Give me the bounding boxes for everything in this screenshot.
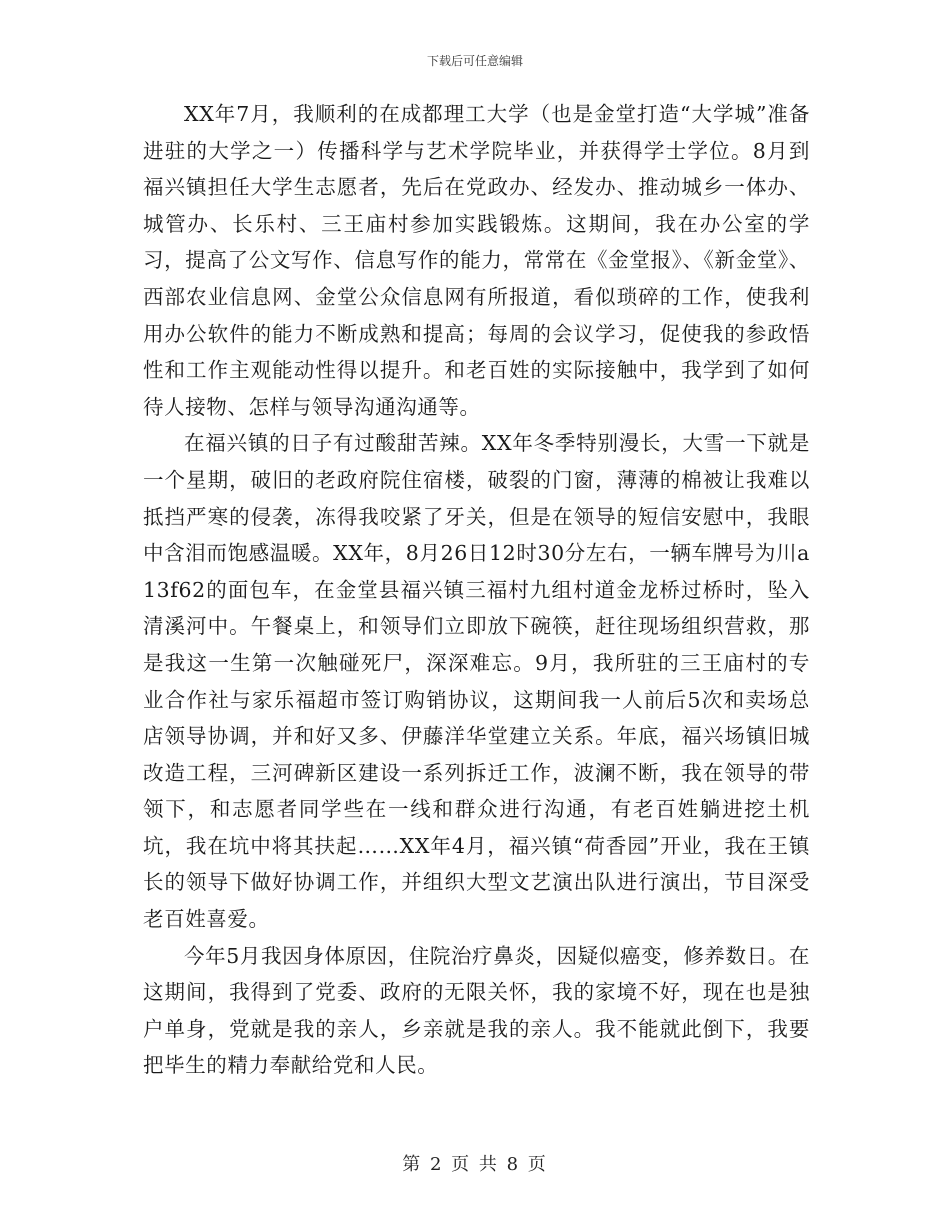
page-number: 第 2 页 共 8 页: [402, 1154, 548, 1175]
page-header-note: 下载后可任意编辑: [426, 54, 523, 68]
paragraph-1: XX年7月，我顺利的在成都理工大学（也是金堂打造“大学城”准备进驻的大学之一）传播科学与艺术学院毕业，并获得学士学位。8月到福兴镇担任大学生志愿者，先后在党政办、经发办、推动城乡一体办、城管办、长乐村、三王庙村参加实践锻炼。这期间，我在办公室的学习，提高了公文写作、信息写作的能力，常常在《金堂报》、《新金堂》、西部农业信息网、金堂公众信息网有所报道，看似琐碎的工作，使我利用办公软件的能力不断成熟和提高；每周的会议学习，促使我的参政悟性和工作主观能动性得以提升。和老百姓的实际接触中，我学到了如何待人接物、怎样与领导沟通沟通等。: [143, 102, 810, 419]
paragraph-2: 在福兴镇的日子有过酸甜苦辣。XX年冬季特别漫长，大雪一下就是一个星期，破旧的老政府院住宿楼，破裂的门窗，薄薄的棉被让我难以抵挡严寒的侵袭，冻得我咬紧了牙关，但是在领导的短信安慰中，我眼中含泪而饱感温暖。XX年，8月26日12时30分左右，一辆车牌号为川a13f62的面包车，在金堂县福兴镇三福村九组村道金龙桥过桥时，坠入清溪河中。午餐桌上，和领导们立即放下碗筷，赶往现场组织营救，那是我这一生第一次触碰死尸，深深难忘。9月，我所驻的三王庙村的专业合作社与家乐福超市签订购销协议，这期间我一人前后5次和卖场总店领导协调，并和好又多、伊藤洋华堂建立关系。年底，福兴场镇旧城改造工程，三河碑新区建设一系列拆迁工作，波澜不断，我在领导的带领下，和志愿者同学些在一线和群众进行沟通，有老百姓躺进挖土机坑，我在坑中将其扶起……XX年4月，福兴镇“荷香园”开业，我在王镇长的领导下做好协调工作，并组织大型文艺演出队进行演出，节目深受老百姓喜爱。: [143, 431, 810, 932]
paragraph-3: 今年5月我因身体原因，住院治疗鼻炎，因疑似癌变，修养数日。在这期间，我得到了党委、政府的无限关怀，我的家境不好，现在也是独户单身，党就是我的亲人，乡亲就是我的亲人。我不能就此倒下，我要把毕生的精力奉献给党和人民。: [143, 943, 810, 1078]
document-body: [143, 96, 810, 1084]
